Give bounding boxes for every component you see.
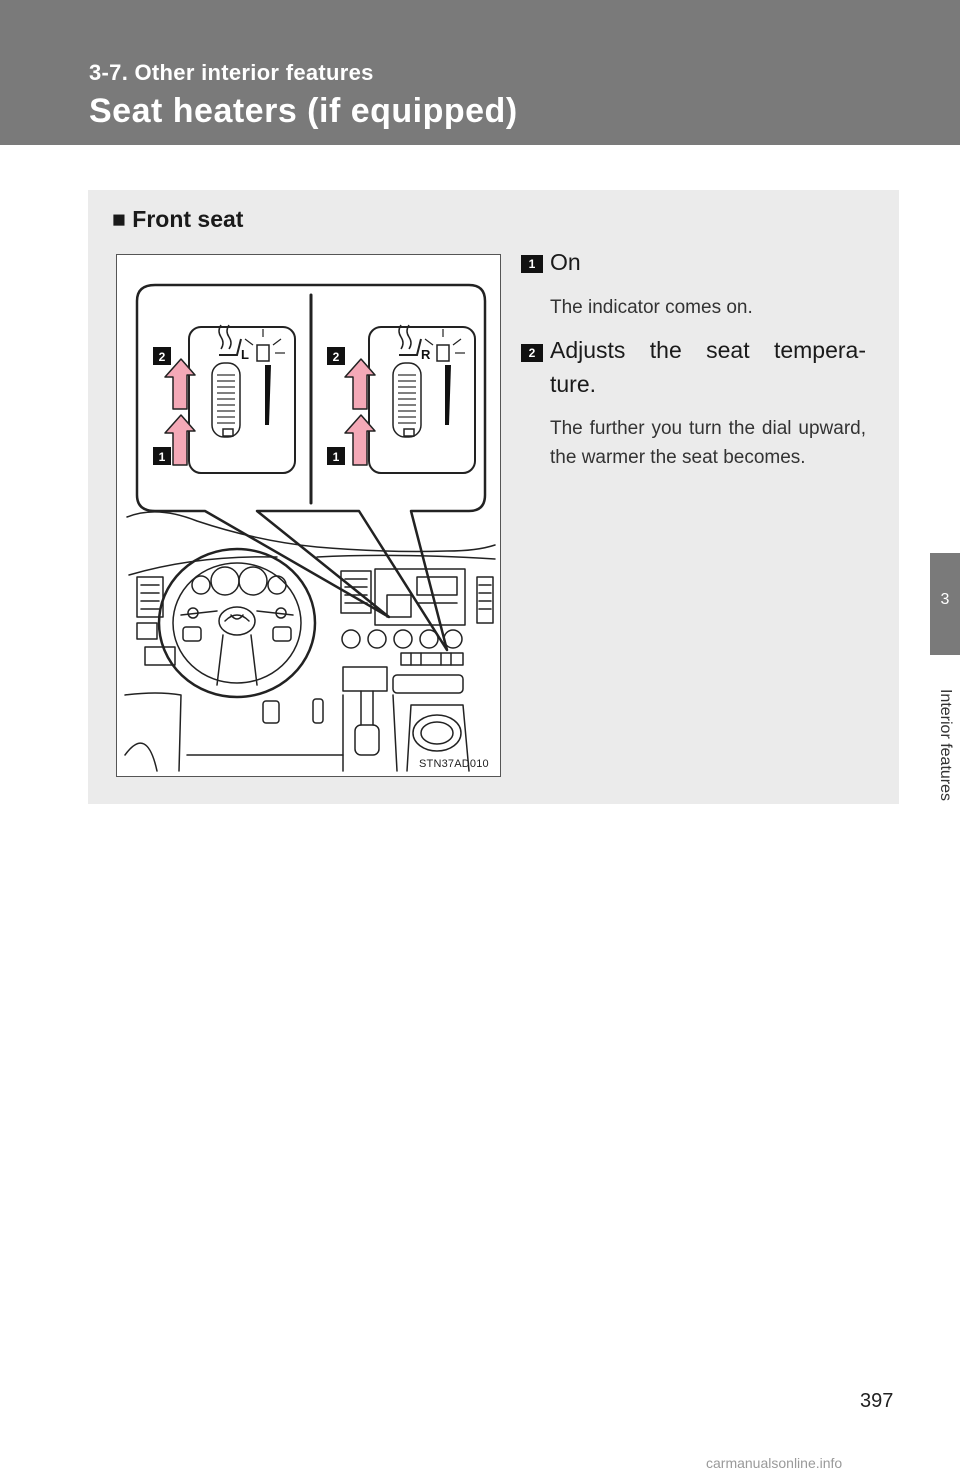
chapter-number: 3	[940, 591, 950, 608]
callout-marker-2-right	[327, 347, 345, 365]
page-number: 397	[860, 1390, 894, 1412]
page-title: Seat heaters (if equipped)	[89, 92, 518, 130]
page-header	[0, 0, 960, 145]
section-label: 3-7. Other interior features	[89, 60, 374, 85]
svg-text:2: 2	[332, 350, 340, 364]
step-description: The indicator comes on.	[550, 297, 753, 318]
figure-code: STN37AD010	[419, 758, 489, 770]
step-title: On	[550, 249, 581, 275]
illustration-drawing	[117, 255, 501, 777]
switch-right-label: R	[421, 347, 431, 362]
svg-text:1: 1	[332, 450, 340, 464]
switch-left-label: L	[241, 347, 249, 362]
subheading: ■ Front seat	[112, 206, 244, 232]
step-number-badge: 1	[521, 255, 543, 273]
step-number-badge: 2	[521, 344, 543, 362]
watermark[interactable]: carmanualsonline.info	[706, 1455, 843, 1471]
chapter-title: Interior features	[937, 688, 954, 802]
svg-text:2: 2	[158, 350, 166, 364]
chapter-tab[interactable]	[930, 553, 960, 655]
callout-marker-1-right	[327, 447, 345, 465]
illustration-seat-heater-switches	[116, 254, 501, 777]
svg-text:1: 1	[158, 450, 166, 464]
chapter-title-vertical	[930, 660, 960, 830]
step-description: The further you turn the dial upward, the warmer the seat becomes.	[550, 418, 866, 468]
step-title: Adjusts the seat tempera-ture.	[550, 337, 866, 397]
callout-marker-1-left	[153, 447, 171, 465]
callout-marker-2-left	[153, 347, 171, 365]
